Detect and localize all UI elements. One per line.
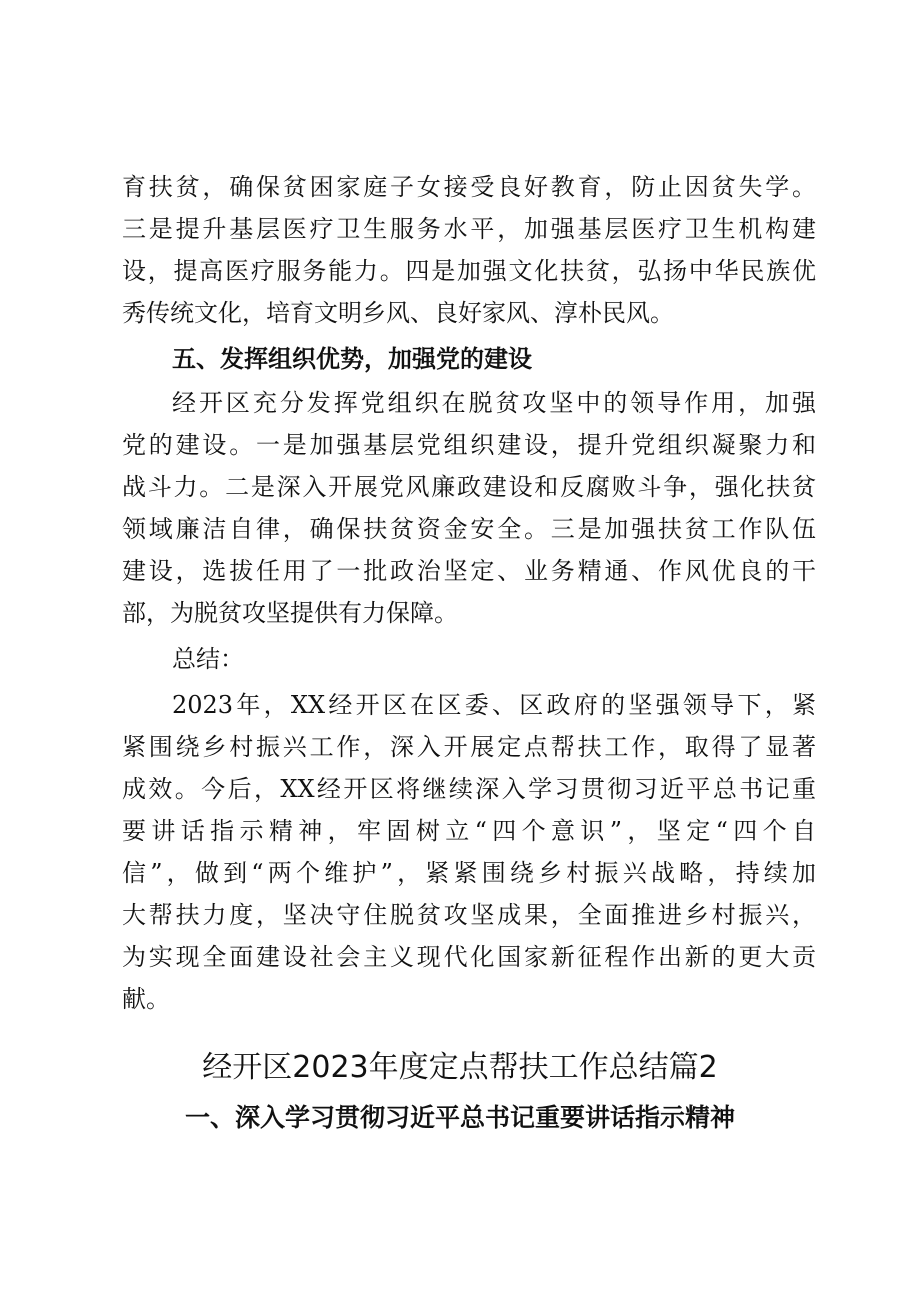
paragraph-line: 部，为脱贫攻坚提供有力保障。	[122, 599, 458, 627]
paragraph-line: 育扶贫，确保贫困家庭子女接受良好教育，防止因贫失学。	[122, 173, 816, 201]
paragraph-line: 秀传统文化，培育文明乡风、良好家风、淳朴民风。	[122, 299, 674, 327]
paragraph-line: 战斗力。二是深入开展党风廉政建设和反腐败斗争，强化扶贫	[122, 473, 816, 501]
paragraph-line: 领域廉洁自律，确保扶贫资金安全。三是加强扶贫工作队伍	[122, 515, 816, 543]
paragraph-line: 大帮扶力度，坚决守住脱贫攻坚成果，全面推进乡村振兴，	[122, 901, 816, 929]
section-heading: 一、深入学习贯彻习近平总书记重要讲话指示精神	[184, 1103, 735, 1132]
paragraph-line: 党的建设。一是加强基层党组织建设，提升党组织凝聚力和	[122, 431, 816, 459]
summary-label: 总结：	[172, 645, 244, 673]
paragraph-line: 三是提升基层医疗卫生服务水平，加强基层医疗卫生机构建	[122, 215, 816, 243]
paragraph-line: 经开区充分发挥党组织在脱贫攻坚中的领导作用，加强	[172, 389, 816, 417]
paragraph-line: 要讲话指示精神，牢固树立“四个意识”，坚定“四个自	[122, 817, 816, 845]
paragraph-line: 建设，选拔任用了一批政治坚定、业务精通、作风优良的干	[122, 557, 816, 585]
article-title: 经开区2023年度定点帮扶工作总结篇2	[202, 1050, 718, 1085]
paragraph-line: 为实现全面建设社会主义现代化国家新征程作出新的更大贡	[122, 943, 816, 971]
paragraph-line: 成效。今后，XX经开区将继续深入学习贯彻习近平总书记重	[122, 775, 816, 803]
paragraph-line: 献。	[122, 985, 170, 1013]
paragraph-line: 2023年，XX经开区在区委、区政府的坚强领导下，紧	[172, 691, 816, 719]
section-heading: 五、发挥组织优势，加强党的建设	[172, 345, 532, 373]
paragraph-line: 紧围绕乡村振兴工作，深入开展定点帮扶工作，取得了显著	[122, 733, 816, 761]
paragraph-line: 信”，做到“两个维护”，紧紧围绕乡村振兴战略，持续加	[122, 859, 816, 887]
paragraph-line: 设，提高医疗服务能力。四是加强文化扶贫，弘扬中华民族优	[122, 257, 816, 285]
